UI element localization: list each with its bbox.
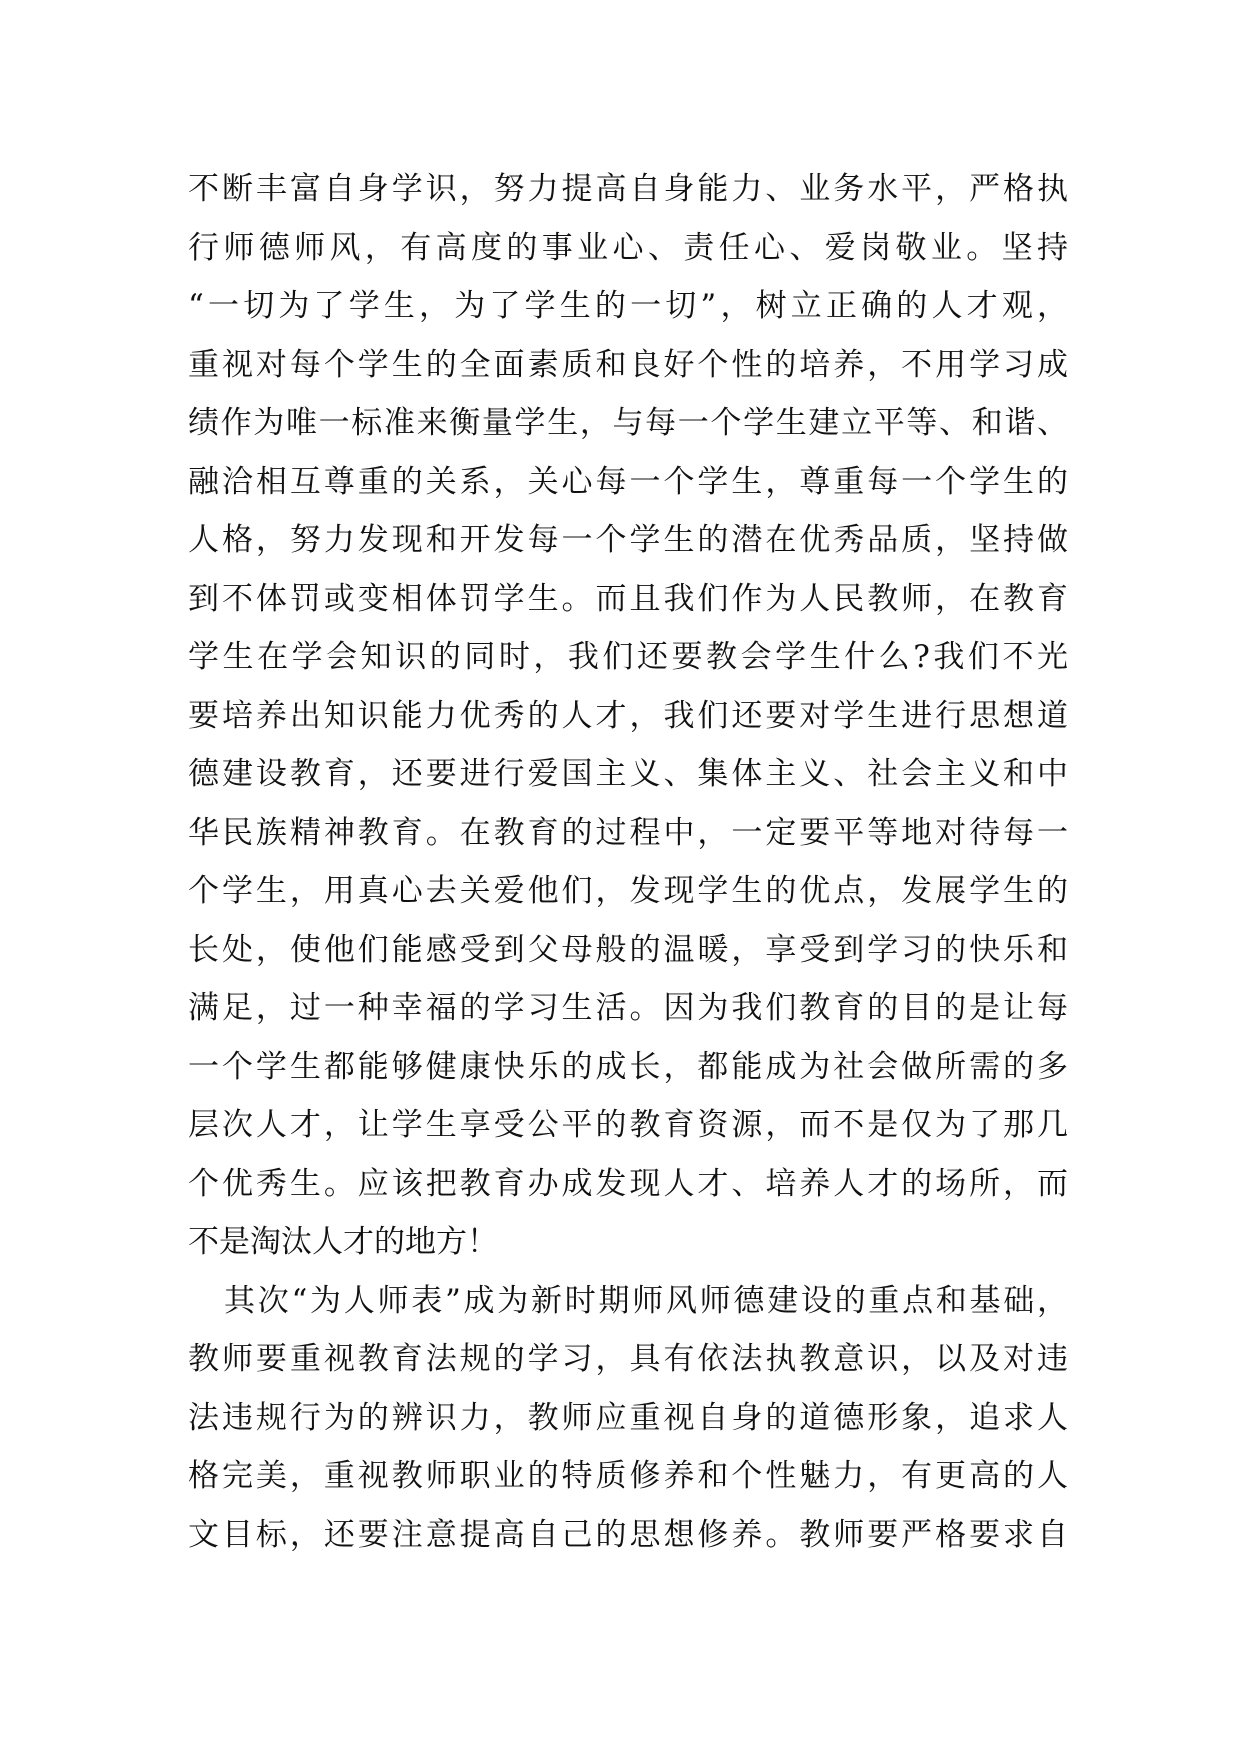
text-line: 一个学生都能够健康快乐的成长，都能成为社会做所需的多: [188, 1048, 1068, 1085]
text-line: 个优秀生。应该把教育办成发现人才、培养人才的场所，而: [188, 1165, 1068, 1202]
text-line: 学生在学会知识的同时，我们还要教会学生什么?我们不光: [188, 639, 1068, 675]
text-line: 层次人才，让学生享受公平的教育资源，而不是仅为了那几: [188, 1107, 1068, 1143]
text-line: 要培养出知识能力优秀的人才，我们还要对学生进行思想道: [188, 697, 1068, 734]
paragraph-end-line: 不是淘汰人才的地方！: [188, 1224, 498, 1260]
text-line: 行师德师风，有高度的事业心、责任心、爱岗敬业。坚持: [188, 229, 1068, 266]
text-line: 不断丰富自身学识，努力提高自身能力、业务水平，严格执: [188, 171, 1068, 207]
body-text: [188, 160, 1068, 1564]
text-line: 个学生，用真心去关爱他们，发现学生的优点，发展学生的: [188, 873, 1068, 909]
text-line: 重视对每个学生的全面素质和良好个性的培养，不用学习成: [188, 346, 1068, 383]
text-line: 长处，使他们能感受到父母般的温暖，享受到学习的快乐和: [188, 931, 1068, 968]
text-line: 教师要重视教育法规的学习，具有依法执教意识，以及对违: [188, 1341, 1068, 1377]
text-line: 文目标，还要注意提高自己的思想修养。教师要严格要求自: [188, 1516, 1068, 1553]
text-line: 满足，过一种幸福的学习生活。因为我们教育的目的是让每: [188, 990, 1068, 1026]
text-line: 到不体罚或变相体罚学生。而且我们作为人民教师，在教育: [188, 580, 1068, 617]
text-line: 绩作为唯一标准来衡量学生，与每一个学生建立平等、和谐、: [188, 405, 1068, 441]
text-line: 法违规行为的辨识力，教师应重视自身的道德形象，追求人: [188, 1399, 1068, 1436]
text-line: 人格，努力发现和开发每一个学生的潜在优秀品质，坚持做: [188, 522, 1068, 558]
text-line: 德建设教育，还要进行爱国主义、集体主义、社会主义和中: [188, 756, 1068, 792]
text-line: 融洽相互尊重的关系，关心每一个学生，尊重每一个学生的: [188, 463, 1068, 500]
paragraph-start-line: 其次“为人师表”成为新时期师风师德建设的重点和基础，: [224, 1282, 1068, 1319]
text-line: “一切为了学生，为了学生的一切”，树立正确的人才观，: [188, 288, 1068, 324]
text-line: 格完美，重视教师职业的特质修养和个性魅力，有更高的人: [188, 1458, 1068, 1494]
text-line: 华民族精神教育。在教育的过程中，一定要平等地对待每一: [188, 814, 1068, 851]
